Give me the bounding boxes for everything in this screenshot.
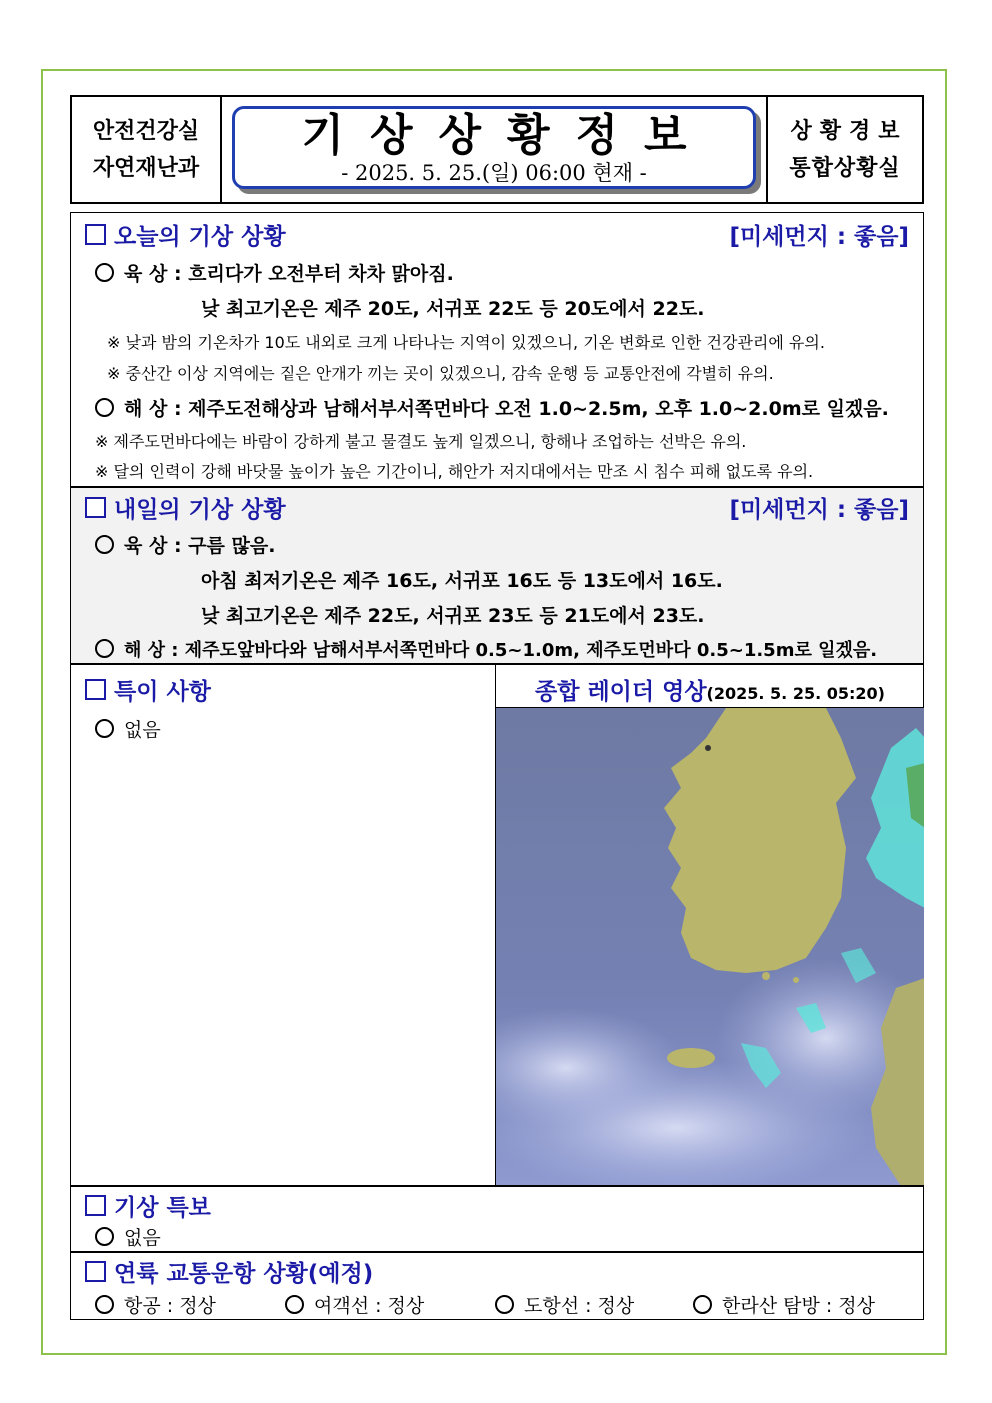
checkbox-icon bbox=[85, 1195, 106, 1216]
traffic-title-text: 연륙 교통운항 상황(예정) bbox=[114, 1261, 374, 1287]
traffic-title bbox=[85, 1255, 373, 1288]
radar-time: (2025. 5. 25. 05:20) bbox=[706, 684, 885, 703]
today-sea-label: 해 상 : bbox=[124, 398, 182, 420]
report-date: - 2025. 5. 25.(일) 06:00 현재 - bbox=[341, 161, 647, 185]
department-line1: 안전건강실 bbox=[92, 119, 200, 144]
special-title-text: 특이 사항 bbox=[114, 679, 211, 705]
traffic-section bbox=[70, 1252, 924, 1320]
checkbox-icon bbox=[85, 1261, 106, 1282]
island bbox=[793, 977, 799, 983]
tomorrow-land-label: 육 상 : bbox=[124, 535, 182, 557]
special-title bbox=[85, 673, 211, 706]
radar-image bbox=[495, 707, 924, 1185]
traffic-air bbox=[95, 1291, 216, 1318]
radar-title bbox=[495, 665, 924, 707]
warning-item bbox=[95, 1223, 161, 1250]
department-line2: 자연재난과 bbox=[92, 156, 200, 181]
tomorrow-title bbox=[85, 491, 286, 524]
checkbox-icon bbox=[85, 224, 106, 245]
today-dust: [미세먼지 : 좋음] bbox=[729, 224, 909, 250]
tomorrow-sea-label: 해 상 : bbox=[124, 640, 179, 661]
warning-section bbox=[70, 1186, 924, 1252]
circle-bullet-icon bbox=[95, 719, 114, 738]
circle-bullet-icon bbox=[95, 263, 114, 282]
circle-bullet-icon bbox=[95, 535, 114, 554]
today-sea-text: 제주도전해상과 남해서부서쪽먼바다 오전 1.0~2.5m, 오후 1.0~2.0m로 일겠음. bbox=[188, 398, 889, 420]
today-note3: ※ 제주도먼바다에는 바람이 강하게 불고 물결도 높게 일겠으니, 항해나 조업하는 선박은 유의. bbox=[95, 432, 747, 451]
tomorrow-dust: [미세먼지 : 좋음] bbox=[729, 497, 909, 523]
today-note2: ※ 중산간 이상 지역에는 짙은 안개가 끼는 곳이 있겠으니, 감속 운행 등 교통안전에 각별히 유의. bbox=[107, 364, 774, 383]
circle-bullet-icon bbox=[95, 398, 114, 417]
office-line2: 통합상황실 bbox=[789, 156, 901, 181]
traffic-hallasan-text: 한라산 탐방 : 정상 bbox=[722, 1295, 875, 1317]
today-title bbox=[85, 218, 286, 251]
circle-bullet-icon bbox=[95, 1227, 114, 1246]
warning-title-text: 기상 특보 bbox=[114, 1195, 211, 1221]
special-item bbox=[95, 715, 161, 742]
tomorrow-title-text: 내일의 기상 상황 bbox=[114, 497, 286, 523]
department-block bbox=[72, 97, 222, 202]
today-section bbox=[70, 212, 924, 487]
island bbox=[762, 972, 770, 980]
office-line1: 상황경보 bbox=[790, 119, 908, 144]
warning-title bbox=[85, 1189, 211, 1222]
today-note1: ※ 낮과 밤의 기온차가 10도 내외로 크게 나타나는 지역이 있겠으니, 기온 변화로 인한 건강관리에 유의. bbox=[107, 333, 825, 352]
tomorrow-sea bbox=[95, 636, 877, 662]
tomorrow-section bbox=[70, 487, 924, 664]
today-land-text: 흐리다가 오전부터 차차 맑아짐. bbox=[188, 263, 454, 285]
traffic-air-text: 항공 : 정상 bbox=[124, 1295, 216, 1317]
traffic-hallasan bbox=[693, 1291, 875, 1318]
tomorrow-land-text: 구름 많음. bbox=[188, 535, 276, 557]
circle-bullet-icon bbox=[495, 1295, 514, 1314]
today-land bbox=[95, 259, 454, 286]
report-title: 기상상황정보 bbox=[301, 110, 713, 161]
tomorrow-land bbox=[95, 531, 275, 558]
today-note4: ※ 달의 인력이 강해 바닷물 높이가 높은 기간이니, 해안가 저지대에서는 만조 시 침수 피해 없도록 유의. bbox=[95, 462, 814, 481]
title-box bbox=[232, 106, 756, 189]
today-land-label: 육 상 : bbox=[124, 263, 182, 285]
radar-title-text: 종합 레이더 영상 bbox=[535, 679, 707, 705]
tomorrow-sea-text: 제주도앞바다와 남해서부서쪽먼바다 0.5~1.0m, 제주도먼바다 0.5~1.5m로 일겠음. bbox=[184, 640, 878, 661]
circle-bullet-icon bbox=[285, 1295, 304, 1314]
checkbox-icon bbox=[85, 497, 106, 518]
traffic-ferry-text: 여객선 : 정상 bbox=[314, 1295, 425, 1317]
circle-bullet-icon bbox=[95, 1295, 114, 1314]
report-header bbox=[70, 95, 924, 204]
special-item-text: 없음 bbox=[124, 719, 161, 741]
circle-bullet-icon bbox=[693, 1295, 712, 1314]
checkbox-icon bbox=[85, 679, 106, 700]
tomorrow-land-max: 낮 최고기온은 제주 22도, 서귀포 23도 등 21도에서 23도. bbox=[201, 605, 705, 627]
office-block bbox=[766, 97, 922, 202]
radar-site-marker bbox=[705, 745, 711, 751]
traffic-ferry bbox=[285, 1291, 424, 1318]
traffic-island bbox=[495, 1291, 634, 1318]
warning-item-text: 없음 bbox=[124, 1227, 161, 1249]
circle-bullet-icon bbox=[95, 639, 114, 658]
today-land-temp: 낮 최고기온은 제주 20도, 서귀포 22도 등 20도에서 22도. bbox=[201, 298, 705, 320]
today-title-text: 오늘의 기상 상황 bbox=[114, 224, 286, 250]
traffic-island-text: 도항선 : 정상 bbox=[524, 1295, 635, 1317]
jeju-island bbox=[667, 1048, 715, 1068]
today-sea bbox=[95, 394, 889, 421]
radar-map bbox=[496, 708, 924, 1185]
special-radar-section bbox=[70, 664, 924, 1186]
tomorrow-land-min: 아침 최저기온은 제주 16도, 서귀포 16도 등 13도에서 16도. bbox=[201, 570, 723, 592]
